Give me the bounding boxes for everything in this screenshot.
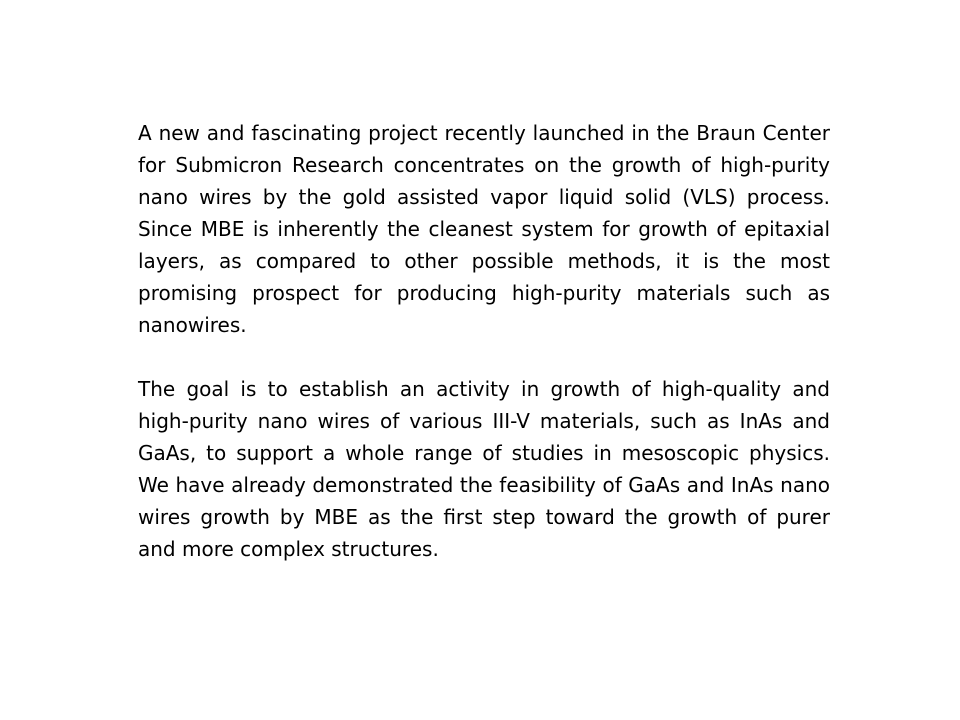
paragraph-project-intro: A new and fascinating project recently launched in the Braun Center for Submicron Research concentrates on the growth of high-purity nano wires by the gold assisted vapor liquid solid (VLS) process. Since MBE is inherently the cleanest system for growth of epitaxial layers, as compared to other possible methods, it is the most promising prospect for producing high-purity materials such as nanowires. [138, 121, 830, 337]
slide-body-text [138, 117, 830, 565]
paragraph-project-goal: The goal is to establish an activity in growth of high-quality and high-purity nano wires of various III-V materials, such as InAs and GaAs, to support a whole range of studies in mesoscopic physics. We have already demonstrated the feasibility of GaAs and InAs nano wires growth by MBE as the first step toward the growth of purer and more complex structures. [138, 377, 830, 561]
